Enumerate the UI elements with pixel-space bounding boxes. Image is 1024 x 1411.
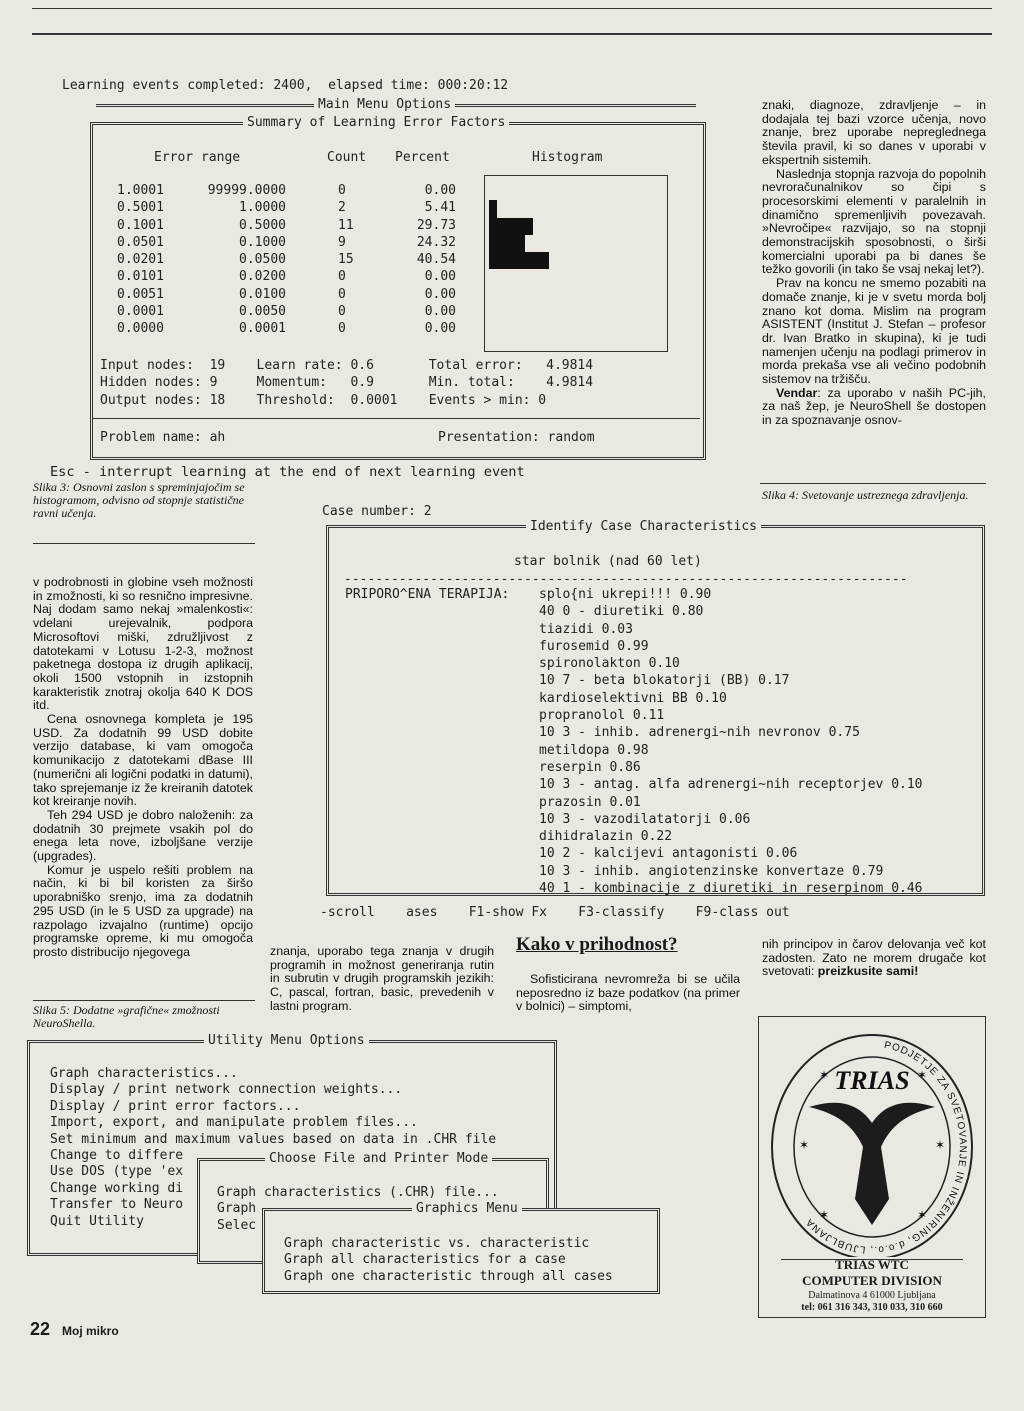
file-mode-title: Choose File and Printer Mode (265, 1151, 492, 1166)
star-icon: ✶ (935, 1138, 946, 1152)
range-hi: 1.0000 (239, 200, 286, 216)
right-para-2: Naslednja stopnja razvoja do popolnih nevroračunalnikov so čipi s procesorskimi elementi v paralelnih in dinamično spremenljivih povezavah. »Nevročipe« razvijajo, so na stopnji demonstracijskih sposobnosti, o širši komercialni uporabi pa bi danes še težko govorili (in tako še vsaj nekaj let?). (762, 166, 986, 277)
case-number: Case number: 2 (322, 504, 432, 519)
range-lo: 0.0051 (117, 286, 164, 302)
utility-item[interactable]: Quit Utility (50, 1213, 144, 1229)
caption-figure-3: Slika 3: Osnovni zaslon s spreminjajočim se histogramom, odvisno od stopnje statistične ravni učenja. (33, 480, 245, 520)
left-para-2: Cena osnovnega kompleta je 195 USD. Za dodatnih 99 USD dobite verzijo database, ki vam omogoča komunikacijo z datotekami dBase III (numerični ali logični podatki in datumi), tako sprejemanje iz že kreiranih datotek kot kreiranje novih. (33, 712, 253, 809)
therapy-item: 10 7 - beta blokatorji (BB) 0.17 (539, 673, 790, 689)
params-line: Hidden nodes: 9 Momentum: 0.9 Min. total: 4.9814 (100, 375, 594, 391)
trias-ring-textpath: PODJETJE ZA SVETOVANJE IN INŽENIRING, d.o.o., LJUBLJANA (803, 1039, 969, 1256)
page-number: 22 (30, 1319, 51, 1339)
left-para-4: Komur je uspelo rešiti problem na način, ki bi bil koristen za širšo uporabniško srenjo, ima za dodatnih 295 USD (in le 5 USD za upgrade) na razpolago izvajalno (runtime) opcijo programske opreme, ki mu omogoča prosto distribucijo njegovega (33, 862, 253, 959)
section-text: Sofisticirana nevromreža bi se učila neposredno iz baze podatkov (na primer v bolnici) – simptomi, (516, 972, 740, 1014)
col-percent (400, 182, 456, 338)
right-bottom-bold: preizkusite sami! (817, 964, 919, 979)
params-line: Output nodes: 18 Threshold: 0.0001 Events > min: 0 (100, 392, 547, 408)
right-para-1: znaki, diagnoze, zdravljenje – in dodajala tej bazi vzorce učenja, novo znanje, brez uporabe nepreglednega števila pravil, ki so danes v uporabi v ekspertnih sistemih. (762, 98, 986, 167)
trias-logo (759, 1019, 985, 1257)
therapy-item: 10 3 - vazodilatatorji 0.06 (539, 811, 751, 827)
utility-item[interactable]: Set minimum and maximum values based on data in .CHR file (50, 1131, 497, 1147)
count-cell: 0 (338, 183, 346, 198)
therapy-item: 10 3 - inhib. angiotenzinske konvertaze 0.79 (539, 863, 884, 879)
range-lo: 1.0001 (117, 183, 164, 198)
trias-logo-word: TRIAS (834, 1066, 910, 1095)
histogram-box (484, 175, 668, 352)
caption-4-rule (760, 483, 986, 484)
range-hi: 99999.0000 (207, 183, 286, 198)
therapy-item: spironolakton 0.10 (539, 656, 680, 672)
caption-5-rule (33, 1000, 255, 1001)
params-line: Input nodes: 19 Learn rate: 0.6 Total error: 4.9814 (100, 358, 594, 373)
ad-company-name: TRIAS WTC (835, 1257, 909, 1272)
caption-figure-4: Slika 4: Svetovanje ustreznega zdravljenja. (762, 488, 969, 502)
col-count (338, 182, 368, 338)
col-range-lo (117, 182, 197, 338)
utility-item[interactable]: Import, export, and manipulate problem files... (50, 1115, 418, 1131)
utility-item[interactable]: Display / print error factors... (50, 1098, 301, 1114)
range-lo: 0.0000 (117, 321, 164, 337)
caption-3-rule (33, 543, 255, 544)
range-hi: 0.1000 (239, 234, 286, 250)
params-block (100, 357, 593, 409)
histogram-bar (489, 218, 533, 235)
identify-title: Identify Case Characteristics (526, 519, 761, 534)
therapy-item: reserpin 0.86 (539, 759, 641, 775)
file-mode-item[interactable]: Graph (217, 1201, 257, 1217)
ad-phone: tel: 061 316 343, 310 033, 310 660 (801, 1302, 943, 1313)
graphics-item[interactable]: Graph characteristic vs. characteristic (284, 1236, 590, 1251)
therapy-item: propranolol 0.11 (539, 708, 665, 724)
count-cell: 15 (338, 252, 354, 268)
esc-hint: Esc - interrupt learning at the end of next learning event (50, 464, 525, 480)
count-cell: 9 (338, 234, 346, 250)
header-histogram: Histogram (532, 150, 603, 165)
utility-item[interactable]: Graph characteristics... (50, 1066, 238, 1081)
percent-cell: 29.73 (416, 217, 456, 233)
right-bottom-para: nih principov in čarov delovanja več kot zadosten. Zato ne morem drugače kot svetovati: (762, 937, 986, 979)
star-icon: ✶ (819, 1068, 830, 1082)
ad-company-division: COMPUTER DIVISION (802, 1273, 942, 1288)
therapy-item: 40 0 - diuretiki 0.80 (539, 604, 704, 620)
count-cell: 0 (338, 286, 346, 302)
count-cell: 0 (338, 269, 346, 285)
histogram-bar (489, 252, 549, 269)
therapy-list (539, 586, 923, 897)
key-hints: -scroll ases F1-show Fx F3-classify F9-class out (320, 905, 790, 920)
graphics-item[interactable]: Graph one characteristic through all cases (284, 1268, 613, 1284)
range-lo: 0.1001 (117, 217, 164, 233)
utility-item[interactable]: Change working di (50, 1180, 184, 1196)
range-hi: 0.5000 (239, 217, 286, 233)
therapy-item: metildopa 0.98 (539, 742, 649, 758)
range-lo: 0.0101 (117, 269, 164, 285)
therapy-item: 40 1 - kombinacije z diuretiki in reserpinom 0.46 (539, 881, 923, 897)
percent-cell: 0.00 (424, 321, 456, 337)
therapy-item: 10 3 - antag. alfa adrenergi~nih receptorjev 0.10 (539, 777, 923, 793)
therapy-item: dihidralazin 0.22 (539, 829, 673, 845)
header-error-range: Error range (154, 150, 241, 165)
utility-item[interactable]: Transfer to Neuro (50, 1197, 184, 1213)
percent-cell: 0.00 (424, 269, 456, 285)
star-icon: ✶ (819, 1208, 830, 1222)
header-rule (32, 33, 992, 35)
col-range-hi (190, 182, 286, 338)
utility-item[interactable]: Use DOS (type 'ex (50, 1164, 184, 1180)
summary-title: Summary of Learning Error Factors (243, 115, 509, 130)
therapy-item: 10 2 - kalcijevi antagonisti 0.06 (539, 846, 798, 862)
range-hi: 0.0100 (239, 286, 286, 302)
presentation-mode: Presentation: random (438, 430, 595, 445)
left-column-text (33, 576, 253, 960)
problem-name: Problem name: ah (100, 430, 226, 445)
trias-ad (758, 1016, 986, 1318)
range-hi: 0.0001 (239, 321, 286, 337)
right-para-4-bold: Vendar (776, 385, 818, 400)
file-mode-item[interactable]: Selec (217, 1217, 257, 1233)
range-lo: 0.5001 (117, 200, 164, 216)
percent-cell: 0.00 (424, 183, 456, 198)
therapy-label: PRIPORO^ENA TERAPIJA: (345, 587, 510, 602)
left-para-3: Teh 294 USD je dobro naloženih: za dodatnih 30 prejmete vsakih pol do enega leta nove, izboljšane verzije (upgrades). (33, 807, 253, 864)
percent-cell: 0.00 (424, 286, 456, 302)
count-cell: 0 (338, 321, 346, 337)
status-line: Learning events completed: 2400, elapsed time: 000:20:12 (62, 78, 509, 93)
section-heading: Kako v prihodnost? (516, 934, 678, 955)
range-lo: 0.0501 (117, 234, 164, 250)
magazine-name: Moj mikro (62, 1324, 119, 1338)
percent-cell: 40.54 (416, 252, 456, 268)
star-icon: ✶ (917, 1068, 928, 1082)
file-mode-item[interactable]: Graph characteristics (.CHR) file... (217, 1185, 499, 1200)
percent-cell: 24.32 (416, 234, 456, 250)
header-count: Count (327, 150, 367, 165)
graphics-title: Graphics Menu (412, 1201, 522, 1216)
utility-title: Utility Menu Options (204, 1033, 369, 1048)
right-para-4: : za uporabo v naših PC-jih, za naš žep, je NeuroShell še dostopen in za spoznavanje osnov- (762, 385, 986, 428)
params-divider (92, 418, 700, 419)
trias-emblem-shape (809, 1103, 935, 1225)
range-lo: 0.0201 (117, 252, 164, 268)
utility-item[interactable]: Change to differe (50, 1147, 184, 1163)
right-bottom-text (762, 938, 986, 979)
right-para-3: Prav na koncu ne smemo pozabiti na domače znanje, ki je v svetu morda bolj znano kot doma. Mislim na program ASISTENT (Institut J. Stefan – profesor dr. Ivan Bratko in skupina), ki je tudi namenjen učenju na podlagi primerov in morda prekaša vse ali večino podobnih sistemov na tržišču. (762, 276, 986, 387)
dash-separator: ------------------------------------------------------------------------ (344, 572, 908, 587)
count-cell: 11 (338, 217, 354, 233)
therapy-item: prazosin 0.01 (539, 794, 641, 810)
graphics-list (284, 1235, 613, 1284)
therapy-item: 10 3 - inhib. adrenergi~nih nevronov 0.75 (539, 725, 860, 741)
therapy-item: kardioselektivni BB 0.10 (539, 690, 727, 706)
count-cell: 0 (338, 304, 346, 320)
ad-address: Dalmatinova 4 61000 Ljubljana (808, 1290, 936, 1301)
header-percent: Percent (395, 150, 450, 165)
percent-cell: 5.41 (424, 200, 456, 216)
patient-label: star bolnik (nad 60 let) (514, 554, 702, 569)
range-hi: 0.0200 (239, 269, 286, 285)
utility-item[interactable]: Display / print network connection weights... (50, 1082, 403, 1098)
range-hi: 0.0050 (239, 304, 286, 320)
graphics-item[interactable]: Graph all characteristics for a case (284, 1252, 566, 1268)
main-menu-title: Main Menu Options (314, 97, 455, 112)
therapy-item: tiazidi 0.03 (539, 621, 633, 637)
histogram-bar (489, 235, 525, 252)
range-lo: 0.0001 (117, 304, 164, 320)
histogram-bar (489, 200, 497, 217)
top-rule (32, 8, 992, 9)
right-column-text (762, 99, 986, 428)
left-para-1: v podrobnosti in globine vseh možnosti in zmožnosti, ki so resnično impresivne. Naj dodam samo nekaj »malenkosti«: vdelani urejevalnik, podpora Microsoftovi miški, združljivost z datotekami v Lotusu 1-2-3, možnost paketnega dostopa iz drugih aplikacij, okoli 1500 vstopnih in izstopnih karakteristik znotraj okolja 640 K DOS itd. (33, 575, 253, 713)
ad-company (759, 1257, 985, 1289)
therapy-item: splo{ni ukrepi!!! 0.90 (539, 587, 712, 602)
therapy-item: furosemid 0.99 (539, 638, 649, 654)
caption-figure-5: Slika 5: Dodatne »grafične« zmožnosti NeuroShella. (33, 1003, 220, 1030)
middle-column-text: znanja, uporabo tega znanja v drugih programih in možnost generiranja rutin in subrutin v drugih programskih jezikih: C, pascal, fortran, basic, prevedenih v lastni program. (270, 944, 494, 1013)
range-hi: 0.0500 (239, 252, 286, 268)
star-icon: ✶ (799, 1138, 810, 1152)
star-icon: ✶ (917, 1208, 928, 1222)
percent-cell: 0.00 (424, 304, 456, 320)
count-cell: 2 (338, 200, 346, 216)
